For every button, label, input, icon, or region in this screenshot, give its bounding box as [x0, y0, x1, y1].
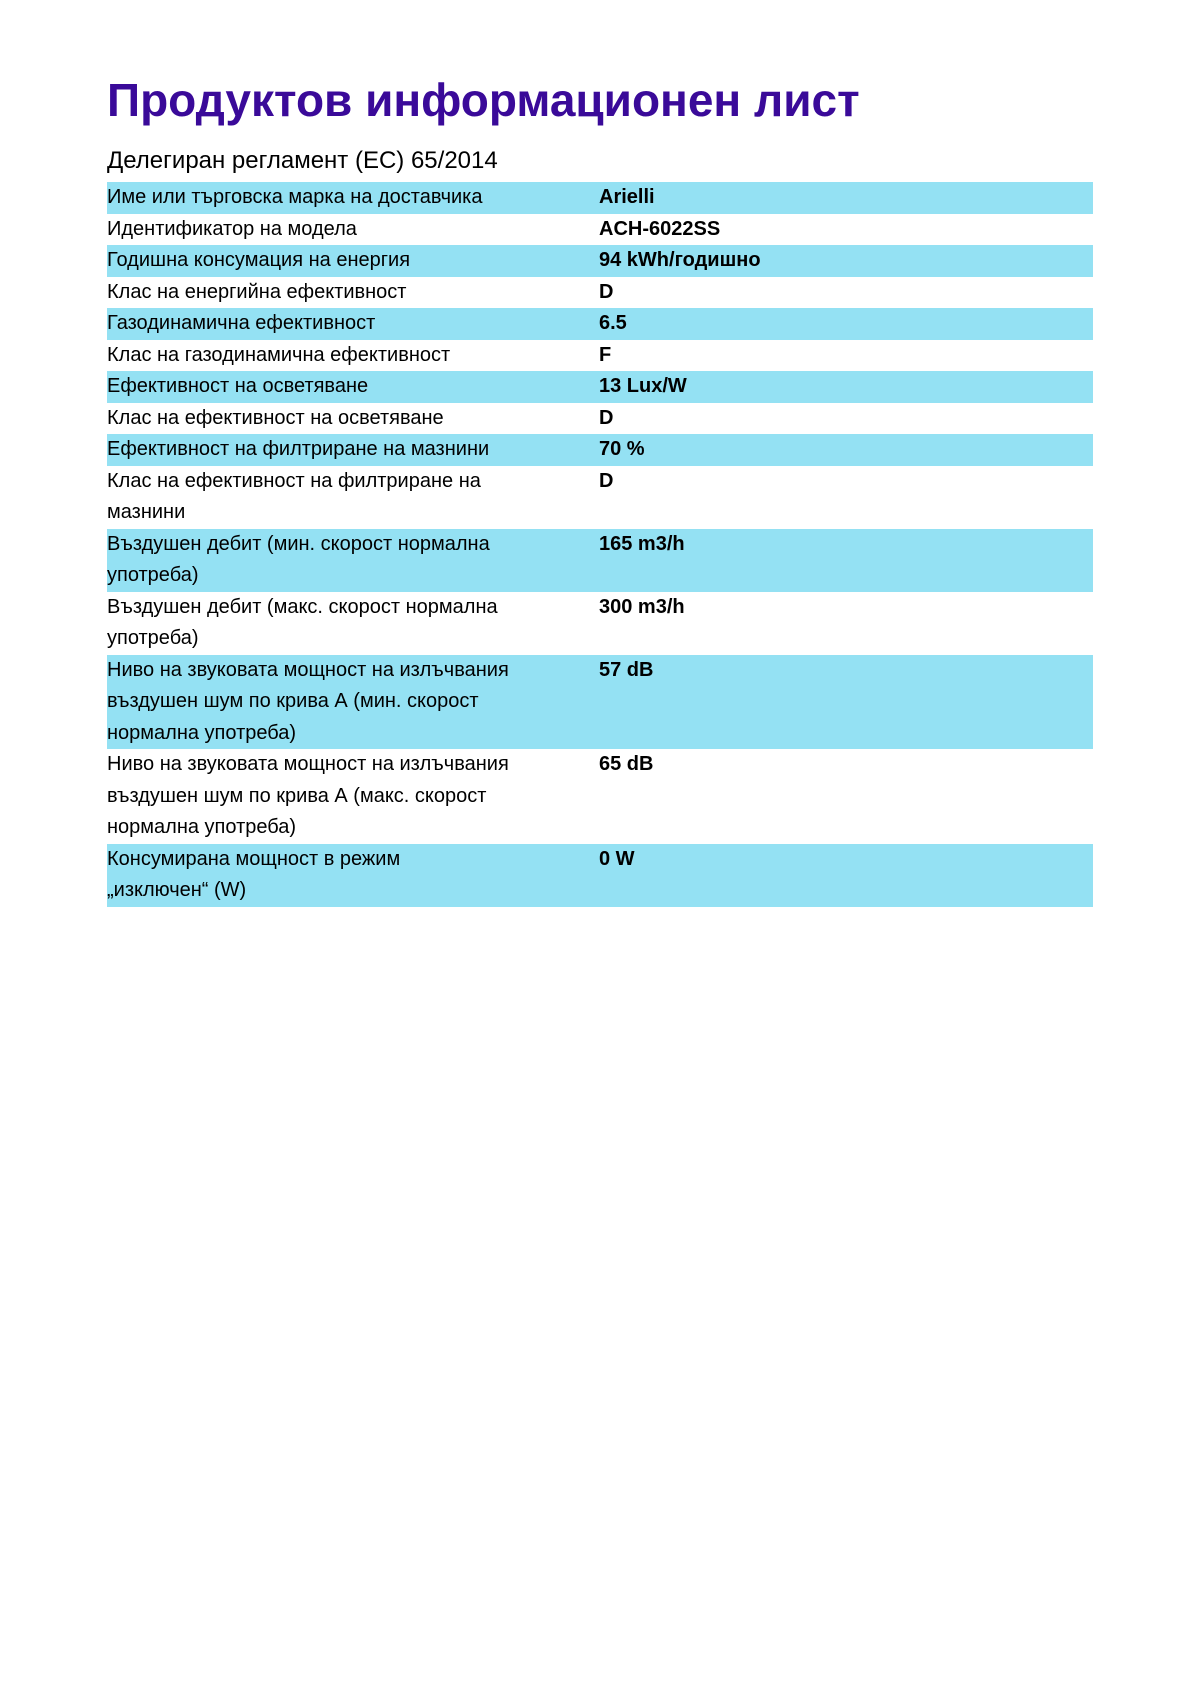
row-value: 70 %	[599, 434, 1093, 466]
row-label: Ниво на звуковата мощност на излъчвания въздушен шум по крива А (мин. скорост нормална употреба)	[107, 655, 599, 750]
row-label: Клас на енергийна ефективност	[107, 280, 407, 303]
table-row	[107, 529, 1093, 592]
table-row	[107, 434, 1093, 466]
table-row	[107, 245, 1093, 277]
row-label: Идентификатор на модела	[107, 217, 357, 240]
row-label: Име или търговска марка на доставчика	[107, 182, 599, 214]
table-row	[107, 214, 1093, 246]
row-value: 0 W	[599, 844, 1093, 907]
row-value: 6.5	[599, 308, 1093, 340]
regulation-subtitle: Делегиран регламент (ЕС) 65/2014	[107, 147, 498, 174]
specification-rows	[107, 182, 1093, 907]
table-row	[107, 340, 1093, 372]
row-value: 65 dB	[599, 753, 654, 775]
row-label: Годишна консумация на енергия	[107, 245, 599, 277]
row-value: ACH-6022SS	[599, 217, 721, 240]
row-value: 94 kWh/годишно	[599, 245, 1093, 277]
table-row	[107, 655, 1093, 750]
row-value: D	[599, 280, 614, 303]
row-value: 300 m3/h	[599, 595, 685, 618]
row-label: Клас на ефективност на филтриране на мазнини	[107, 469, 481, 523]
product-information-sheet	[107, 70, 1093, 907]
table-row	[107, 466, 1093, 529]
table-row	[107, 403, 1093, 435]
row-label: Въздушен дебит (макс. скорост нормална употреба)	[107, 595, 498, 649]
row-value: 57 dB	[599, 655, 1093, 750]
row-label: Консумирана мощност в режим „изключен“ (W)	[107, 844, 599, 907]
row-label: Ефективност на филтриране на мазнини	[107, 434, 599, 466]
table-row	[107, 749, 1093, 844]
table-row	[107, 182, 1093, 214]
row-label: Ефективност на осветяване	[107, 371, 599, 403]
row-value: D	[599, 406, 614, 429]
specification-table	[107, 182, 1093, 907]
row-label: Въздушен дебит (мин. скорост нормална употреба)	[107, 529, 599, 592]
row-label: Клас на ефективност на осветяване	[107, 406, 444, 429]
row-value: D	[599, 469, 614, 492]
row-label: Клас на газодинамична ефективност	[107, 343, 451, 366]
table-row	[107, 308, 1093, 340]
page-title: Продуктов информационен лист	[107, 74, 860, 126]
row-value: 165 m3/h	[599, 529, 1093, 592]
row-label: Газодинамична ефективност	[107, 308, 599, 340]
table-row	[107, 277, 1093, 309]
row-label: Ниво на звуковата мощност на излъчвания въздушен шум по крива А (макс. скорост нормална употреба)	[107, 753, 509, 838]
row-value: Arielli	[599, 182, 1093, 214]
table-row	[107, 371, 1093, 403]
table-row	[107, 844, 1093, 907]
row-value: F	[599, 343, 612, 366]
table-row	[107, 592, 1093, 655]
row-value: 13 Lux/W	[599, 371, 1093, 403]
